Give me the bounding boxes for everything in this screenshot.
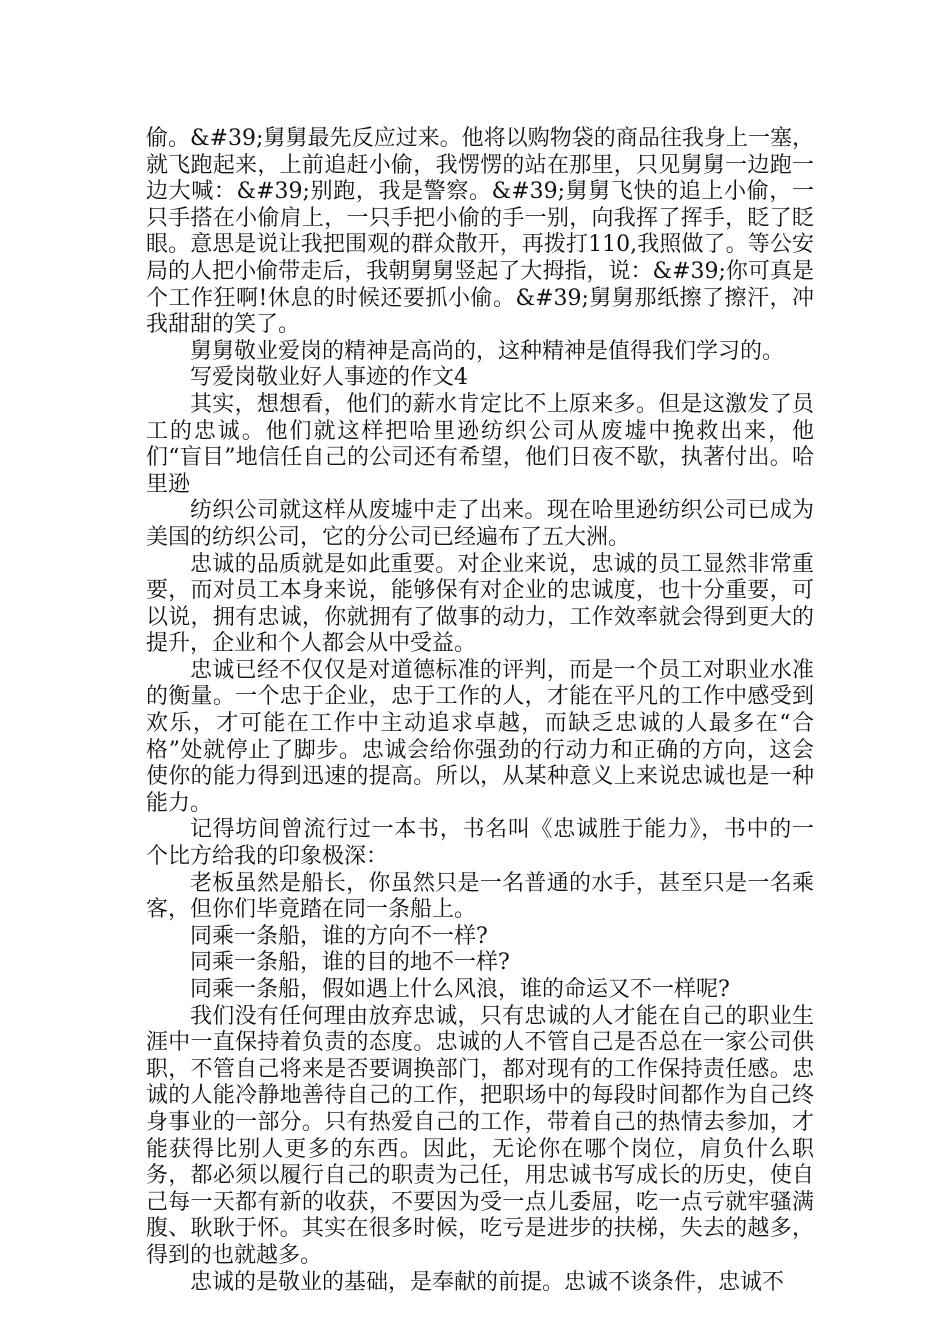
paragraph-2: 舅舅敬业爱岗的精神是高尚的，这种精神是值得我们学习的。	[190, 338, 785, 364]
document-page	[146, 126, 814, 1296]
paragraph-8: 记得坊间曾流行过一本书，书名叫《忠诚胜于能力》，书中的一个比方给我的印象极深：	[146, 817, 814, 870]
paragraph-4: 其实，想想看，他们的薪水肯定比不上原来多。但是这激发了员工的忠诚。他们就这样把哈里逊纺织公司从废墟中挽救出来，他们“盲目”地信任自己的公司还有希望，他们日夜不歇，执著付出。哈里逊	[146, 391, 814, 497]
paragraph-11: 同乘一条船，谁的目的地不一样?	[190, 950, 510, 976]
section-heading: 写爱岗敬业好人事迹的作文4	[190, 365, 468, 391]
paragraph-12: 同乘一条船，假如遇上什么风浪，谁的命运又不一样呢?	[190, 977, 730, 1002]
paragraph-10: 同乘一条船，谁的方向不一样?	[190, 923, 488, 949]
paragraph-13: 我们没有任何理由放弃忠诚，只有忠诚的人才能在自己的职业生涯中一直保持着负责的态度。忠诚的人不管自己是否总在一家公司供职，不管自己将来是否要调换部门，都对现有的工作保持责任感。忠诚的人能冷静地善待自己的工作，把职场中的每段时间都作为自己终身事业的一部分。只有热爱自己的工作，带着自己的热情去参加，才能获得比别人更多的东西。因此，无论你在哪个岗位，肩负什么职务，都必须以履行自己的职责为己任，用忠诚书写成长的历史，使自己每一天都有新的收获，不要因为受一点儿委屈，吃一点亏就牢骚满腹、耿耿于怀。其实在很多时候，吃亏是进步的扶梯，失去的越多，得到的也就越多。	[146, 1003, 814, 1268]
paragraph-6: 忠诚的品质就是如此重要。对企业来说，忠诚的员工显然非常重要，而对员工本身来说，能够保有对企业的忠诚度，也十分重要，可以说，拥有忠诚，你就拥有了做事的动力，工作效率就会得到更大的提升，企业和个人都会从中受益。	[146, 551, 814, 657]
paragraph-5: 纺织公司就这样从废墟中走了出来。现在哈里逊纺织公司已成为美国的纺织公司，它的分公司已经遍布了五大洲。	[146, 498, 814, 550]
paragraph-1: 偷。&#39;舅舅最先反应过来。他将以购物袋的商品往我身上一塞，就飞跑起来，上前追赶小偷，我愣愣的站在那里，只见舅舅一边跑一边大喊：&#39;别跑，我是警察。&#39;舅舅飞快的追上小偷，一只手搭在小偷肩上，一只手把小偷的手一别，向我挥了挥手，眨了眨眼。意思是说让我把围观的群众散开，再拨打110,我照做了。等公安局的人把小偷带走后，我朝舅舅竖起了大拇指，说：&#39;你可真是个工作狂啊!休息的时候还要抓小偷。&#39;舅舅那纸擦了擦汗，冲我甜甜的笑了。	[146, 126, 814, 338]
paragraph-14: 忠诚的是敬业的基础，是奉献的前提。忠诚不谈条件，忠诚不	[190, 1269, 785, 1295]
paragraph-7: 忠诚已经不仅仅是对道德标准的评判，而是一个员工对职业水准的衡量。一个忠于企业，忠于工作的人，才能在平凡的工作中感受到欢乐，才可能在工作中主动追求卓越，而缺乏忠诚的人最多在“合格”处就停止了脚步。忠诚会给你强劲的行动力和正确的方向，这会使你的能力得到迅速的提高。所以，从某种意义上来说忠诚也是一种能力。	[146, 657, 814, 816]
paragraph-9: 老板虽然是船长，你虽然只是一名普通的水手，甚至只是一名乘客，但你们毕竟踏在同一条船上。	[146, 870, 814, 923]
